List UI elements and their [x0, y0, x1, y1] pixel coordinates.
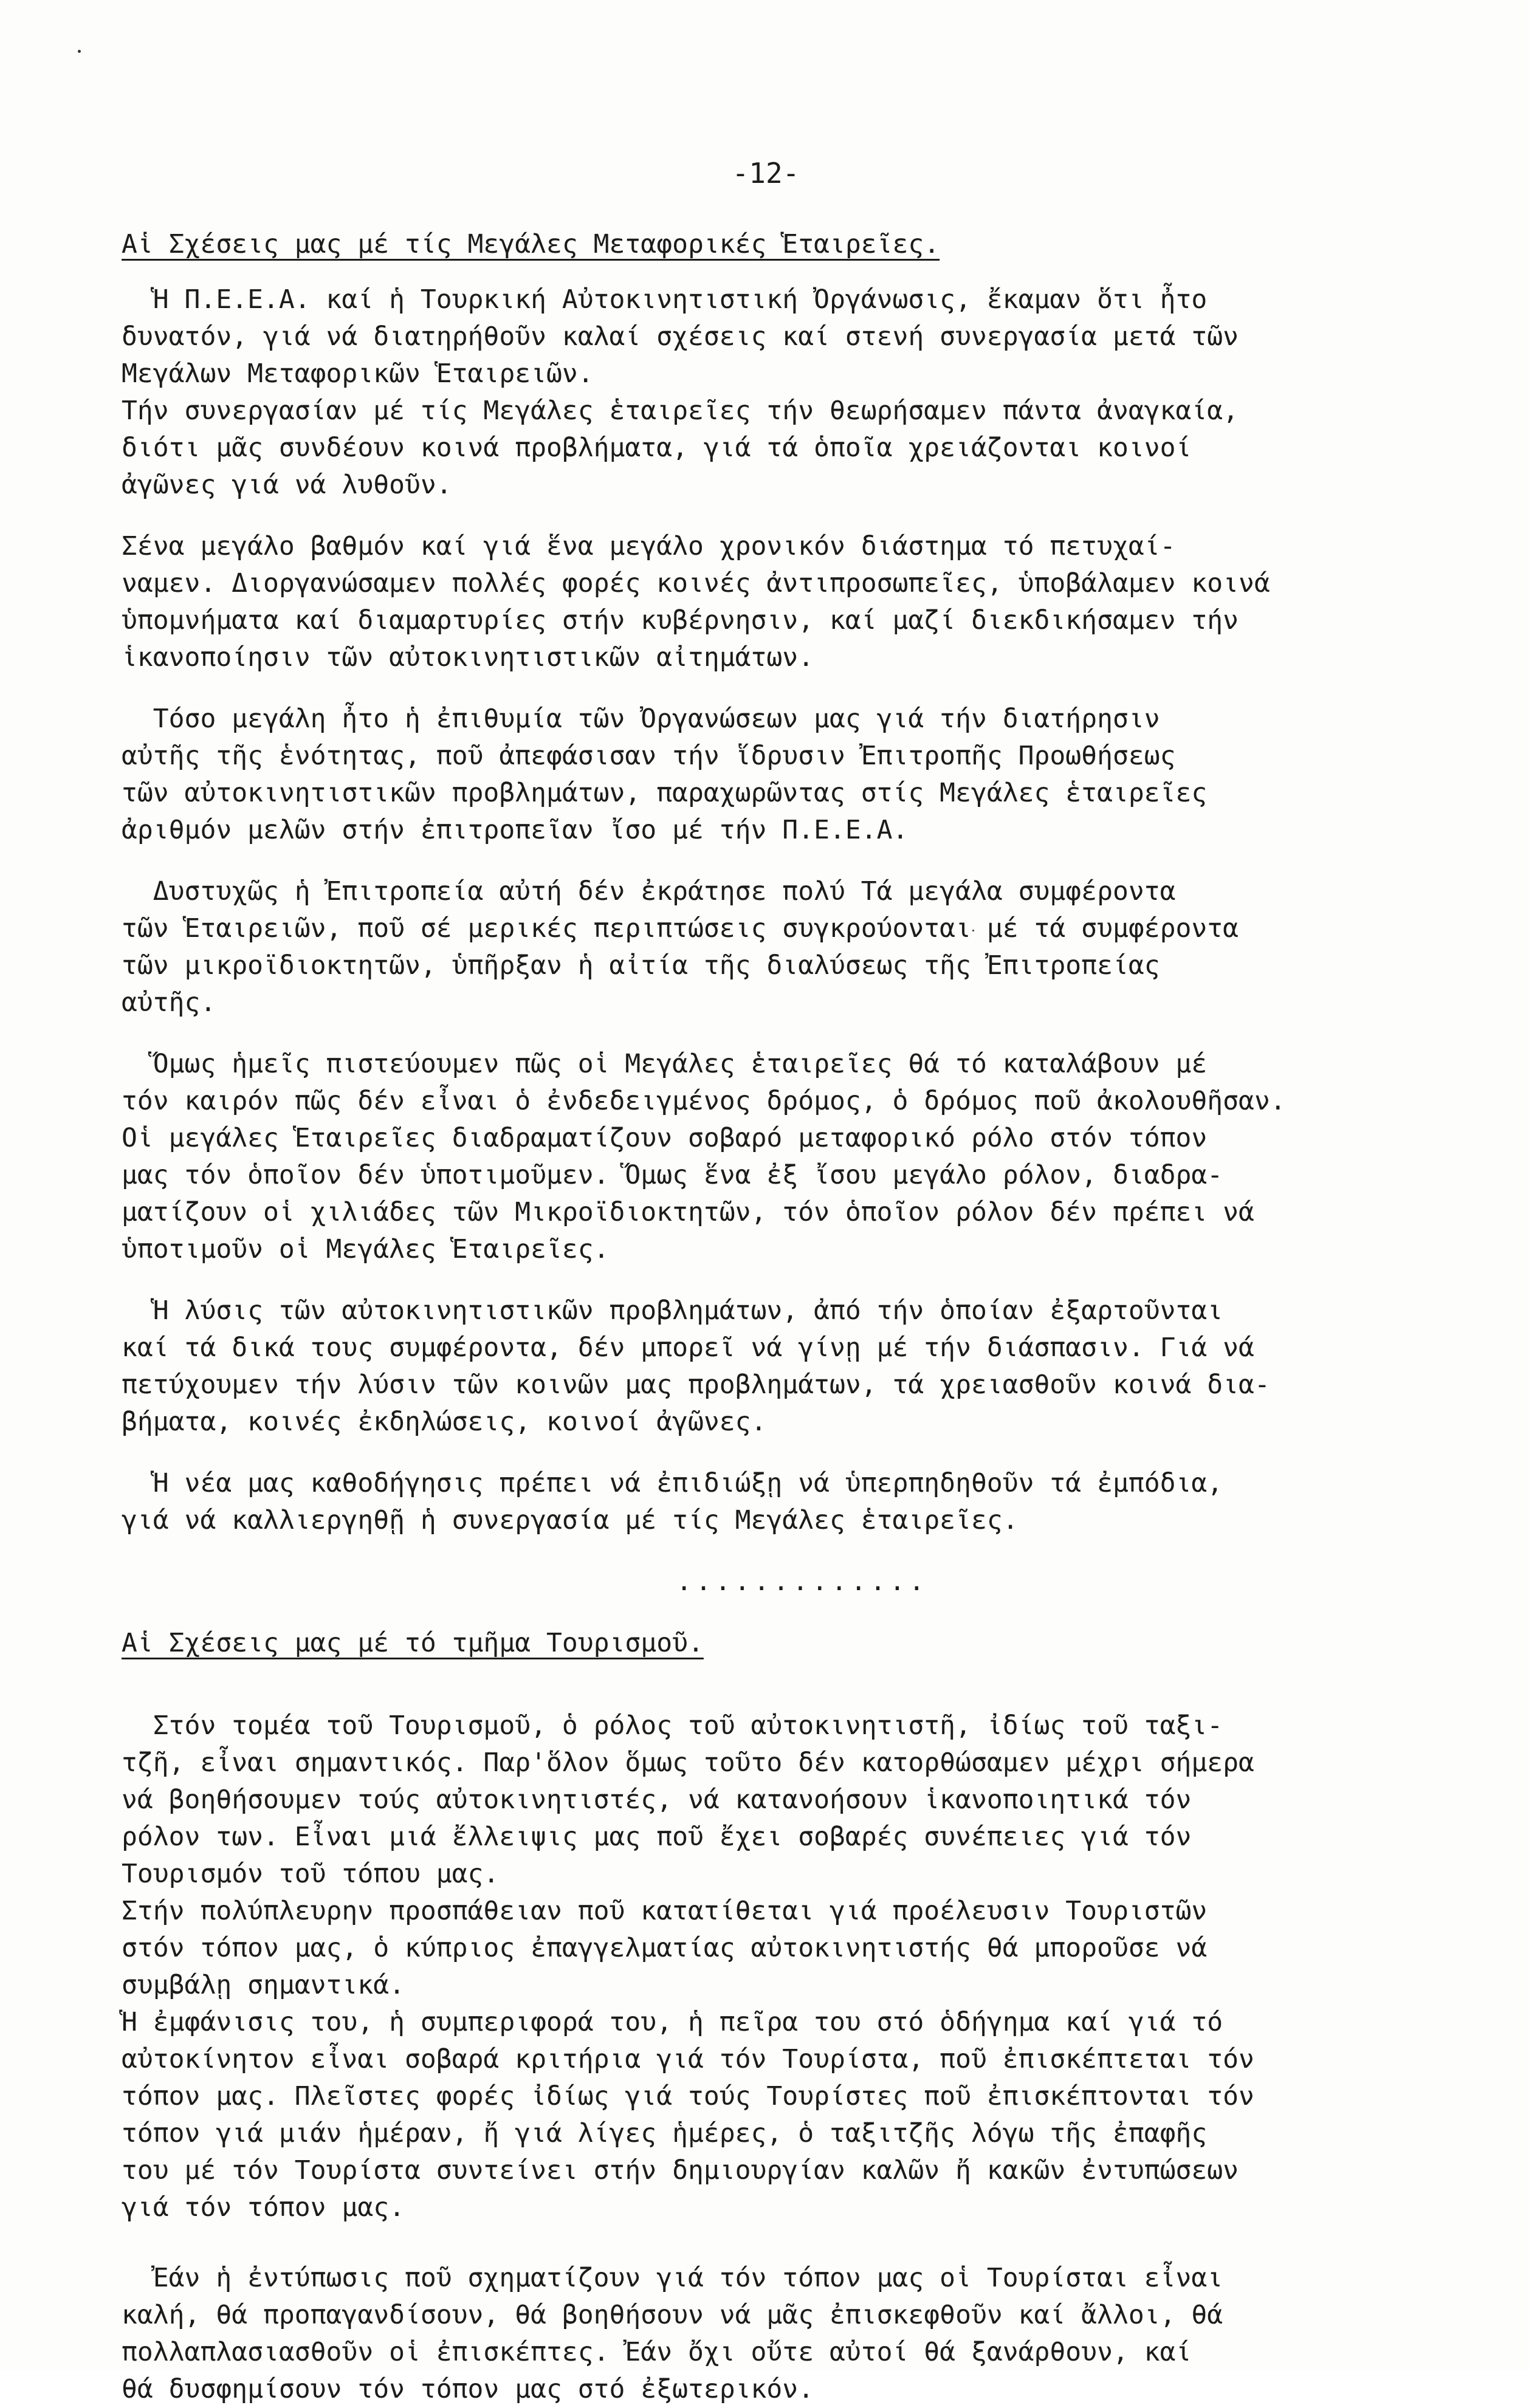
text-line: μας τόν ὁποῖον δέν ὑποτιμοῦμεν. Ὅμως ἕνα ἐξ ἴσου μεγάλο ρόλον, διαδρα- — [122, 1160, 1223, 1190]
text-line: ἀγῶνες γιά νά λυθοῦν. — [122, 470, 452, 500]
scan-speck — [78, 50, 81, 53]
text-line: τόν καιρόν πῶς δέν εἶναι ὁ ἐνδεδειγμένος δρόμος, ὁ δρόμος ποῦ ἀκολουθῆσαν. — [122, 1086, 1286, 1116]
text-line: διότι μᾶς συνδέουν κοινά προβλήματα, γιά τά ὁποῖα χρειάζονται κοινοί — [122, 433, 1192, 463]
paragraph — [122, 701, 1446, 849]
text-line: βήματα, κοινές ἐκδηλώσεις, κοινοί ἀγῶνες. — [122, 1407, 767, 1437]
text-line: Ὅμως ἡμεῖς πιστεύουμεν πῶς οἱ Μεγάλες ἑταιρεῖες θά τό καταλάβουν μέ — [122, 1049, 1208, 1079]
text-line: ναμεν. Διοργανώσαμεν πολλές φορές κοινές ἀντιπροσωπεῖες, ὑποβάλαμεν κοινά — [122, 568, 1270, 599]
text-line: τῶν μικροϊδιοκτητῶν, ὑπῆρξαν ἡ αἰτία τῆς διαλύσεως τῆς Ἐπιτροπείας — [122, 950, 1160, 981]
text-line: Στόν τομέα τοῦ Τουρισμοῦ, ὁ ρόλος τοῦ αὐτοκινητιστῆ, ἰδίως τοῦ ταξι- — [122, 1710, 1223, 1741]
section-heading-tourism: Αἱ Σχέσεις μας μέ τό τμῆμα Τουρισμοῦ. — [122, 1628, 704, 1658]
text-line: Ἡ λύσις τῶν αὐτοκινητιστικῶν προβλημάτων, ἀπό τήν ὁποίαν ἐξαρτοῦνται — [122, 1295, 1223, 1326]
text-line: Σένα μεγάλο βαθμόν καί γιά ἕνα μεγάλο χρονικόν διάστημα τό πετυχαί- — [122, 531, 1176, 561]
text-line: νά βοηθήσουμεν τούς αὐτοκινητιστές, νά κατανοήσουν ἱκανοποιητικά τόν — [122, 1785, 1192, 1815]
text-line: Ἡ Π.Ε.Ε.Α. καί ἡ Τουρκική Αὐτοκινητιστική Ὀργάνωσις, ἔκαμαν ὅτι ἦτο — [122, 284, 1208, 315]
text-line: Τουρισμόν τοῦ τόπου μας. — [122, 1859, 500, 1889]
text-line: Ἡ νέα μας καθοδήγησις πρέπει νά ἐπιδιώξῃ νά ὑπερπηδηθοῦν τά ἐμπόδια, — [122, 1468, 1223, 1498]
text-line: ὑποτιμοῦν οἱ Μεγάλες Ἑταιρεῖες. — [122, 1234, 610, 1264]
text-line: τόπον γιά μιάν ἡμέραν, ἤ γιά λίγες ἡμέρες, ὁ ταξιτζῆς λόγω τῆς ἐπαφῆς — [122, 2118, 1208, 2149]
text-line: πετύχουμεν τήν λύσιν τῶν κοινῶν μας προβλημάτων, τά χρειασθοῦν κοινά δια- — [122, 1370, 1270, 1400]
text-line: ἱκανοποίησιν τῶν αὐτοκινητιστικῶν αἰτημάτων. — [122, 642, 814, 673]
section-heading-large-companies: Αἱ Σχέσεις μας μέ τίς Μεγάλες Μεταφορικές Ἑταιρεῖες. — [122, 229, 940, 259]
section-separator: ............. — [676, 1566, 929, 1597]
paragraph — [122, 1465, 1446, 1539]
text-line: Τόσο μεγάλη ἦτο ἡ ἐπιθυμία τῶν Ὀργανώσεων μας γιά τήν διατήρησιν — [122, 704, 1160, 734]
paragraph — [122, 528, 1446, 676]
text-line: Δυστυχῶς ἡ Ἐπιτροπεία αὐτή δέν ἐκράτησε πολύ Τά μεγάλα συμφέροντα — [122, 876, 1176, 907]
text-line: Στήν πολύπλευρην προσπάθειαν ποῦ κατατίθεται γιά προέλευσιν Τουριστῶν — [122, 1896, 1208, 1926]
paragraph — [122, 1292, 1446, 1441]
text-line: Ἐάν ἡ ἐντύπωσις ποῦ σχηματίζουν γιά τόν τόπον μας οἱ Τουρίσται εἶναι — [122, 2263, 1223, 2293]
text-line: δυνατόν, γιά νά διατηρήθοῦν καλαί σχέσεις καί στενή συνεργασία μετά τῶν — [122, 321, 1239, 352]
text-line: αὐτοκίνητον εἶναι σοβαρά κριτήρια γιά τόν Τουρίστα, ποῦ ἐπισκέπτεται τόν — [122, 2044, 1254, 2074]
text-line: στόν τόπον μας, ὁ κύπριος ἐπαγγελματίας αὐτοκινητιστής θά μποροῦσε νά — [122, 1933, 1208, 1963]
text-line: Οἱ μεγάλες Ἑταιρεῖες διαδραματίζουν σοβαρό μεταφορικό ρόλο στόν τόπον — [122, 1123, 1208, 1153]
paragraph — [122, 281, 1446, 504]
page-number: -12- — [732, 157, 800, 190]
text-line: τόπον μας. Πλεῖστες φορές ἰδίως γιά τούς Τουρίστες ποῦ ἐπισκέπτονται τόν — [122, 2081, 1254, 2111]
text-line: τῶν Ἑταιρειῶν, ποῦ σέ μερικές περιπτώσεις συγκρούονται μέ τά συμφέροντα — [122, 913, 1239, 944]
text-line: γιά τόν τόπον μας. — [122, 2192, 405, 2223]
text-line: καλή, θά προπαγανδίσουν, θά βοηθήσουν νά μᾶς ἐπισκεφθοῦν καί ἄλλοι, θά — [122, 2300, 1223, 2330]
text-line: γιά νά καλλιεργηθῇ ἡ συνεργασία μέ τίς Μεγάλες ἑταιρεῖες. — [122, 1505, 1019, 1535]
document-body — [122, 226, 1446, 2408]
text-line: Ἡ ἐμφάνισις του, ἡ συμπεριφορά του, ἡ πεῖρα του στό ὁδήγημα καί γιά τό — [122, 2007, 1223, 2037]
text-line: Μεγάλων Μεταφορικῶν Ἑταιρειῶν. — [122, 358, 594, 389]
text-line: αὐτῆς. — [122, 987, 216, 1018]
text-line: τῶν αὐτοκινητιστικῶν προβλημάτων, παραχωρῶντας στίς Μεγάλες ἑταιρεῖες — [122, 778, 1208, 808]
paragraph — [122, 1707, 1446, 2226]
text-line: ρόλον των. Εἶναι μιά ἔλλειψις μας ποῦ ἔχει σοβαρές συνέπειες γιά τόν — [122, 1822, 1192, 1852]
text-line: του μέ τόν Τουρίστα συντείνει στήν δημιουργίαν καλῶν ἤ κακῶν ἐντυπώσεων — [122, 2155, 1239, 2186]
paragraph — [122, 873, 1446, 1021]
text-line: τζῆ, εἶναι σημαντικός. Παρ'ὅλον ὅμως τοῦτο δέν κατορθώσαμεν μέχρι σήμερα — [122, 1748, 1254, 1778]
text-line: καί τά δικά τους συμφέροντα, δέν μπορεῖ νά γίνῃ μέ τήν διάσπασιν. Γιά νά — [122, 1333, 1254, 1363]
text-line: πολλαπλασιασθοῦν οἱ ἐπισκέπτες. Ἐάν ὄχι οὔτε αὐτοί θά ξανάρθουν, καί — [122, 2337, 1192, 2367]
text-line: ἀριθμόν μελῶν στήν ἐπιτροπεῖαν ἴσο μέ τήν Π.Ε.Ε.Α. — [122, 815, 909, 845]
paragraph — [122, 1046, 1446, 1268]
text-line: θά δυσφημίσουν τόν τόπον μας στό ἐξωτερικόν. — [122, 2374, 814, 2404]
text-line: συμβάλῃ σημαντικά. — [122, 1970, 405, 2000]
paragraph — [122, 2260, 1446, 2408]
text-line: ματίζουν οἱ χιλιάδες τῶν Μικροϊδιοκτητῶν, τόν ὁποῖον ρόλον δέν πρέπει νά — [122, 1197, 1254, 1227]
text-line: Τήν συνεργασίαν μέ τίς Μεγάλες ἑταιρεῖες τήν θεωρήσαμεν πάντα ἀναγκαία, — [122, 396, 1239, 426]
text-line: ὑπομνήματα καί διαμαρτυρίες στήν κυβέρνησιν, καί μαζί διεκδικήσαμεν τήν — [122, 605, 1239, 636]
text-line: αὐτῆς τῆς ἑνότητας, ποῦ ἀπεφάσισαν τήν ἵδρυσιν Ἐπιτροπῆς Προωθήσεως — [122, 741, 1176, 771]
